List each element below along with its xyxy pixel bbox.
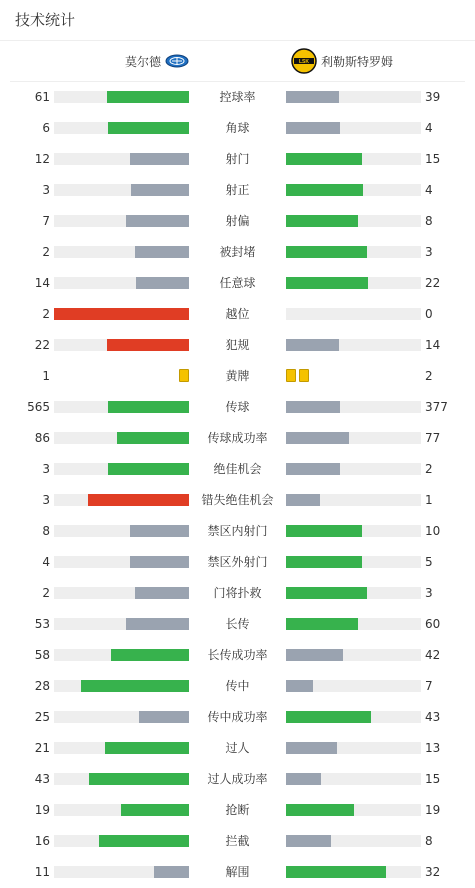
stat-label: 解围 [225, 865, 250, 879]
away-bar-fill [286, 463, 340, 475]
home-value: 7 [42, 214, 50, 228]
away-team-logo-icon [291, 48, 317, 74]
away-bar-fill [286, 680, 313, 692]
home-bar-track [54, 835, 189, 847]
home-bar-track [54, 277, 189, 289]
away-value: 15 [425, 152, 441, 166]
away-bar-track [286, 339, 421, 351]
home-bar-fill [105, 742, 189, 754]
home-bar-track [54, 401, 189, 413]
away-bar-fill [286, 401, 340, 413]
home-value: 12 [34, 152, 50, 166]
away-value: 0 [425, 307, 433, 321]
home-bar-track [54, 122, 189, 134]
home-value: 3 [42, 462, 50, 476]
home-value: 19 [34, 803, 50, 817]
home-bar-fill [126, 215, 189, 227]
stat-label: 错失绝佳机会 [201, 493, 274, 507]
stat-row [0, 180, 475, 200]
yellow-card-icon [299, 369, 309, 382]
stat-row [0, 490, 475, 510]
home-bar-fill [54, 308, 189, 320]
home-value: 61 [34, 90, 50, 104]
away-value: 15 [425, 772, 441, 786]
away-bar-track [286, 494, 421, 506]
away-value: 39 [425, 90, 441, 104]
home-bar-track [54, 308, 189, 320]
away-bar-track [286, 153, 421, 165]
home-value: 28 [34, 679, 50, 693]
team-header-divider [10, 81, 465, 82]
away-value: 3 [425, 586, 433, 600]
away-value: 1 [425, 493, 433, 507]
home-bar-track [54, 153, 189, 165]
away-value: 4 [425, 183, 433, 197]
away-bar-track [286, 463, 421, 475]
home-bar-fill [89, 773, 189, 785]
away-team-logo-text: LSK [299, 59, 309, 65]
home-bar-fill [81, 680, 189, 692]
away-value: 2 [425, 369, 433, 383]
away-bar-track [286, 587, 421, 599]
stat-row [0, 304, 475, 324]
home-value: 22 [34, 338, 50, 352]
away-bar-fill [286, 339, 339, 351]
home-value: 565 [27, 400, 50, 414]
home-bar-track [54, 432, 189, 444]
home-bar-fill [117, 432, 189, 444]
home-value: 21 [34, 741, 50, 755]
stat-row [0, 366, 475, 386]
home-bar-track [54, 742, 189, 754]
away-bar-fill [286, 525, 362, 537]
home-bar-track [54, 649, 189, 661]
stat-label: 长传 [225, 617, 250, 631]
home-bar-fill [111, 649, 189, 661]
away-value: 32 [425, 865, 441, 879]
away-bar-fill [286, 184, 363, 196]
home-value: 1 [42, 369, 50, 383]
home-bar-track [54, 494, 189, 506]
away-value: 10 [425, 524, 441, 538]
away-bar-track [286, 246, 421, 258]
stat-row [0, 769, 475, 789]
stat-row [0, 118, 475, 138]
home-bar-track [54, 587, 189, 599]
away-bar-fill [286, 773, 321, 785]
away-bar-track [286, 711, 421, 723]
home-bar-fill [139, 711, 189, 723]
away-value: 77 [425, 431, 441, 445]
home-bar-fill [135, 246, 189, 258]
away-bar-track [286, 866, 421, 878]
home-bar-fill [136, 277, 189, 289]
home-bar-fill [108, 122, 189, 134]
away-bar-track [286, 680, 421, 692]
home-bar-fill [130, 153, 189, 165]
home-bar-fill [135, 587, 189, 599]
home-value: 2 [42, 586, 50, 600]
away-value: 22 [425, 276, 441, 290]
stat-label: 禁区内射门 [207, 524, 268, 538]
away-bar-track [286, 556, 421, 568]
stat-row [0, 583, 475, 603]
home-bar-track [54, 866, 189, 878]
home-value: 8 [42, 524, 50, 538]
stat-row [0, 211, 475, 231]
stat-label: 角球 [225, 121, 250, 135]
stat-label: 传中成功率 [207, 710, 268, 724]
away-bar-fill [286, 866, 386, 878]
home-value: 3 [42, 493, 50, 507]
away-value: 4 [425, 121, 433, 135]
away-bar-fill [286, 711, 371, 723]
stat-label: 射门 [225, 152, 250, 166]
stat-label: 射正 [225, 183, 250, 197]
home-value: 3 [42, 183, 50, 197]
home-bar-fill [107, 339, 189, 351]
home-value: 53 [34, 617, 50, 631]
away-value: 8 [425, 214, 433, 228]
stat-label: 控球率 [219, 90, 256, 104]
home-value: 58 [34, 648, 50, 662]
away-bar-track [286, 773, 421, 785]
away-value: 14 [425, 338, 441, 352]
home-bar-track [54, 711, 189, 723]
home-team[interactable] [125, 50, 189, 72]
home-bar-fill [131, 184, 189, 196]
home-bar-track [54, 525, 189, 537]
home-value: 14 [34, 276, 50, 290]
home-bar-fill [88, 494, 189, 506]
stat-label: 被封堵 [219, 245, 256, 259]
away-value: 5 [425, 555, 433, 569]
stat-label: 门将扑救 [213, 586, 262, 600]
away-bar-track [286, 184, 421, 196]
away-team[interactable] [291, 48, 393, 74]
away-bar-fill [286, 277, 368, 289]
stat-row [0, 521, 475, 541]
stat-label: 绝佳机会 [213, 462, 262, 476]
away-bar-fill [286, 153, 362, 165]
away-bar-fill [286, 804, 354, 816]
away-bar-track [286, 122, 421, 134]
home-bar-track [54, 215, 189, 227]
away-value: 43 [425, 710, 441, 724]
stat-row [0, 428, 475, 448]
away-value: 8 [425, 834, 433, 848]
stat-row [0, 862, 475, 882]
stat-label: 任意球 [219, 276, 256, 290]
away-bar-track [286, 835, 421, 847]
away-bar-track [286, 649, 421, 661]
stat-label: 过人成功率 [207, 772, 268, 786]
home-bar-track [54, 463, 189, 475]
stat-label: 传球成功率 [207, 431, 268, 445]
home-bar-fill [130, 525, 189, 537]
home-bar-fill [126, 618, 189, 630]
away-value: 13 [425, 741, 441, 755]
stat-label: 传中 [225, 679, 250, 693]
home-value: 6 [42, 121, 50, 135]
home-bar-fill [99, 835, 189, 847]
stat-row [0, 459, 475, 479]
stat-row [0, 738, 475, 758]
away-bar-track [286, 91, 421, 103]
away-bar-fill [286, 215, 358, 227]
away-value: 42 [425, 648, 441, 662]
stat-row [0, 552, 475, 572]
away-bar-fill [286, 556, 362, 568]
stat-row [0, 676, 475, 696]
yellow-card-icon [179, 369, 189, 382]
home-bar-track [54, 91, 189, 103]
home-value: 16 [34, 834, 50, 848]
home-team-logo-icon [165, 54, 189, 68]
stat-row [0, 273, 475, 293]
home-bar-track [54, 339, 189, 351]
stat-row [0, 614, 475, 634]
home-value: 2 [42, 307, 50, 321]
away-value: 7 [425, 679, 433, 693]
away-bar-fill [286, 742, 337, 754]
stat-row [0, 831, 475, 851]
stat-label: 越位 [225, 307, 250, 321]
stat-row [0, 149, 475, 169]
stat-row [0, 707, 475, 727]
title-divider [0, 40, 475, 41]
stat-label: 犯规 [225, 338, 250, 352]
away-bar-track [286, 618, 421, 630]
away-value: 3 [425, 245, 433, 259]
home-value: 4 [42, 555, 50, 569]
away-bar-track [286, 742, 421, 754]
away-bar-track [286, 525, 421, 537]
home-bar-track [54, 556, 189, 568]
page-title: 技术统计 [15, 11, 76, 29]
away-value: 2 [425, 462, 433, 476]
home-bar-fill [108, 401, 189, 413]
home-bar-track [54, 184, 189, 196]
home-bar-fill [130, 556, 189, 568]
away-bar-track [286, 432, 421, 444]
away-bar-fill [286, 587, 367, 599]
away-bar-track [286, 804, 421, 816]
home-value: 2 [42, 245, 50, 259]
home-bar-track [54, 680, 189, 692]
stat-label: 长传成功率 [207, 648, 268, 662]
yellow-card-icon [286, 369, 296, 382]
home-yellow-cards [179, 369, 189, 382]
stat-label: 抢断 [225, 803, 250, 817]
home-team-name: 莫尔德 [124, 54, 161, 69]
home-bar-fill [108, 463, 189, 475]
home-value: 86 [34, 431, 50, 445]
away-bar-fill [286, 618, 358, 630]
stat-row [0, 335, 475, 355]
away-yellow-cards [286, 369, 309, 382]
stat-label: 拦截 [225, 834, 250, 848]
home-bar-fill [121, 804, 189, 816]
home-bar-fill [154, 866, 189, 878]
stat-label: 射偏 [225, 214, 250, 228]
home-bar-track [54, 246, 189, 258]
away-team-name: 利勒斯特罗姆 [321, 54, 394, 69]
stat-row [0, 645, 475, 665]
away-bar-fill [286, 835, 331, 847]
away-value: 19 [425, 803, 441, 817]
away-bar-fill [286, 246, 367, 258]
away-bar-fill [286, 122, 340, 134]
home-bar-track [54, 773, 189, 785]
stat-row [0, 87, 475, 107]
away-bar-fill [286, 649, 343, 661]
home-bar-track [54, 804, 189, 816]
stat-label: 过人 [225, 741, 250, 755]
away-bar-track [286, 401, 421, 413]
stat-row [0, 397, 475, 417]
home-value: 43 [34, 772, 50, 786]
stat-label: 黄牌 [225, 369, 250, 383]
away-bar-fill [286, 494, 320, 506]
away-value: 60 [425, 617, 441, 631]
away-bar-fill [286, 432, 349, 444]
home-bar-track [54, 618, 189, 630]
stat-label: 传球 [225, 400, 250, 414]
away-bar-track [286, 215, 421, 227]
stat-row [0, 800, 475, 820]
away-bar-fill [286, 91, 339, 103]
stat-label: 禁区外射门 [207, 555, 268, 569]
away-bar-track [286, 308, 421, 320]
home-bar-fill [107, 91, 189, 103]
home-value: 25 [34, 710, 50, 724]
away-bar-track [286, 277, 421, 289]
away-value: 377 [425, 400, 448, 414]
stat-row [0, 242, 475, 262]
home-value: 11 [34, 865, 50, 879]
